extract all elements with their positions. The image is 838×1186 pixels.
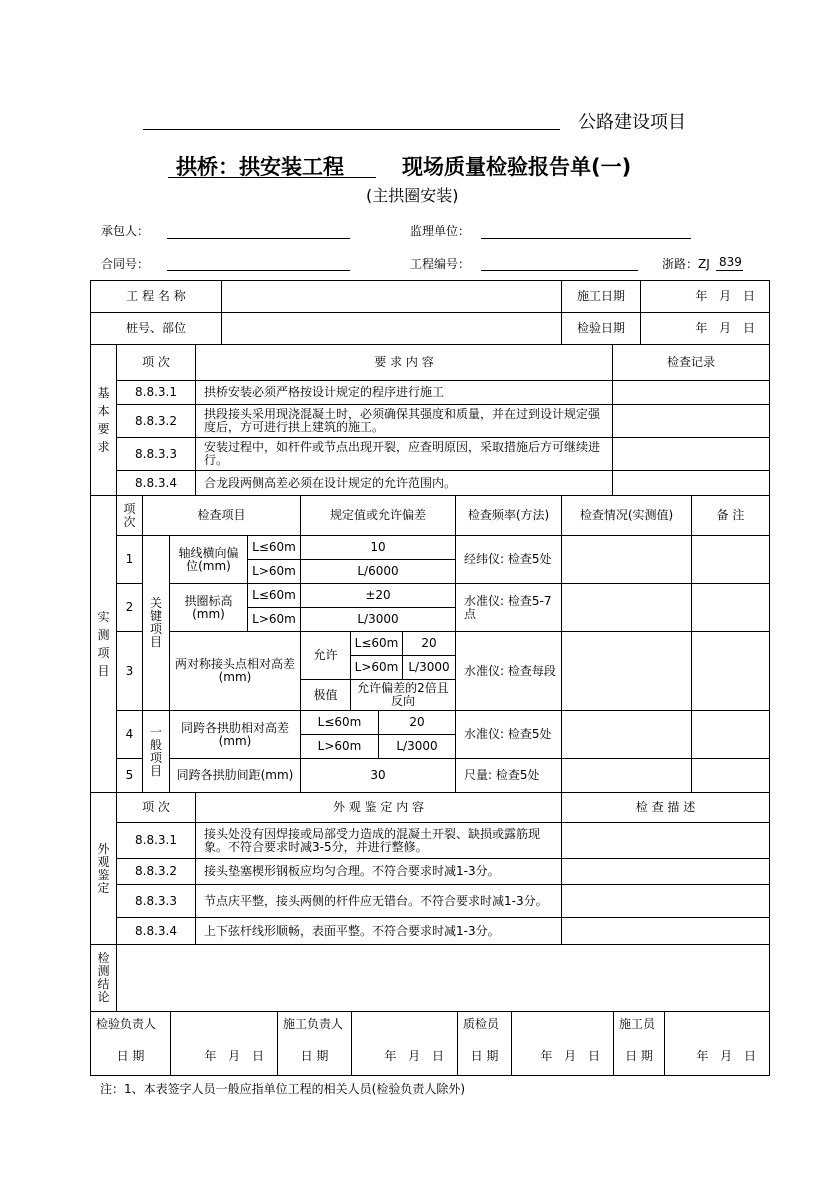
row-item-text: 同跨各拱肋相对高差(mm) — [180, 720, 289, 748]
basic-item-record[interactable] — [612, 380, 770, 405]
inspector-date-label-text: 日 期 — [116, 1049, 145, 1063]
row-item — [169, 758, 301, 793]
supervisor-field[interactable] — [481, 238, 691, 239]
construct-date-label-text: 施工日期 — [576, 289, 625, 303]
basic-item-text — [195, 437, 613, 471]
basic-item-no-text: 8.8.3.2 — [135, 413, 177, 428]
basic-item-record[interactable] — [612, 470, 770, 496]
basic-item-no — [116, 437, 196, 471]
basic-header-content — [195, 344, 613, 381]
spec-cond — [247, 583, 301, 608]
basic-header-no-text: 项 次 — [142, 355, 170, 369]
appearance-header-description — [561, 792, 770, 823]
spec-value-text: 10 — [370, 540, 386, 554]
row-no-text: 5 — [125, 768, 134, 782]
spec-value-text: L/3000 — [357, 612, 399, 626]
quality-inspector-date-field-text: 年 月 日 — [540, 1049, 600, 1063]
basic-item-no-text: 8.8.3.3 — [135, 446, 177, 461]
row-item-text: 同跨各拱肋间距(mm) — [176, 768, 294, 782]
row-no — [116, 758, 143, 793]
result-field[interactable] — [561, 710, 692, 759]
appearance-item-text — [195, 884, 562, 918]
appearance-item-no — [116, 917, 196, 945]
appearance-item-text-text: 节点庆平整，接头两侧的杆件应无错台。不符合要求时减1-3分。 — [204, 893, 548, 908]
project-name-label — [90, 280, 222, 313]
appearance-item-no — [116, 884, 196, 918]
worker-date-field-text: 年 月 日 — [696, 1049, 756, 1063]
spec-cond — [350, 631, 403, 656]
basic-header-no — [116, 344, 196, 381]
quality-inspector-date-field[interactable] — [511, 1044, 614, 1069]
title-underline — [168, 177, 376, 178]
measured-header-no — [116, 495, 143, 536]
result-field[interactable] — [561, 535, 692, 584]
basic-item-no-text: 8.8.3.1 — [135, 385, 177, 399]
row-frequency-text: 经纬仪: 检查5处 — [464, 552, 552, 566]
appearance-item-text-text: 接头垫塞楔形钢板应均匀合理。不符合要求时减1-3分。 — [204, 864, 500, 878]
appearance-header-no — [116, 792, 196, 823]
row-no — [116, 535, 143, 584]
appearance-item-text — [195, 822, 562, 859]
conclusion-label-text: 检测结论 — [97, 951, 110, 1004]
row-item-text: 两对称接头点相对高差(mm) — [174, 657, 295, 684]
row-item-text: 轴线横向偏位(mm) — [178, 545, 239, 573]
pile-field[interactable] — [221, 312, 562, 345]
measured-header-frequency — [455, 495, 562, 536]
row-no-text: 4 — [125, 727, 134, 741]
row-frequency — [455, 710, 562, 759]
appearance-item-no-text: 8.8.3.3 — [135, 893, 177, 908]
spec-value-text: 20 — [421, 636, 437, 650]
row-frequency-text: 尺量: 检查5处 — [464, 768, 540, 782]
basic-item-text-text: 拱桥安装必须严格按设计规定的程序进行施工 — [204, 385, 445, 399]
construct-date-field-text: 年 月 日 — [695, 289, 755, 303]
construction-lead-date-field-text: 年 月 日 — [384, 1049, 444, 1063]
remark-field[interactable] — [691, 758, 770, 793]
basic-header-record — [612, 344, 770, 381]
construction-lead-label-text: 施工负责人 — [283, 1017, 344, 1031]
row-frequency-text: 水准仪: 检查5处 — [464, 727, 552, 741]
row-frequency — [455, 631, 562, 711]
appearance-item-description[interactable] — [561, 917, 770, 945]
general-category-label — [142, 710, 170, 793]
appearance-item-no — [116, 858, 196, 885]
inspector-date-field-text: 年 月 日 — [204, 1049, 264, 1063]
spec-value — [378, 710, 456, 735]
subtitle: (主拱圈安装) — [366, 186, 459, 205]
pile-label — [90, 312, 222, 345]
worker-date-field[interactable] — [664, 1044, 770, 1069]
spec-cond — [247, 607, 301, 632]
supervisor-label: 监理单位： — [410, 224, 471, 238]
inspect-date-label-text: 检验日期 — [576, 321, 625, 335]
basic-item-text — [195, 404, 613, 438]
remark-field[interactable] — [691, 710, 770, 759]
appearance-section-label-text: 外观鉴定 — [97, 841, 110, 895]
project-name-field[interactable] — [221, 280, 562, 313]
basic-item-record[interactable] — [612, 437, 770, 471]
basic-item-no — [116, 380, 196, 405]
row-no — [116, 710, 143, 759]
spec-value-text: ±20 — [365, 588, 391, 602]
inspector-label — [90, 1013, 211, 1036]
appearance-header-content-text: 外 观 鉴 定 内 容 — [332, 800, 425, 814]
spec-value — [300, 758, 456, 793]
spec-value — [300, 583, 456, 608]
construction-lead-date-field[interactable] — [351, 1044, 458, 1069]
limit-value — [350, 679, 456, 711]
project-no-field[interactable] — [481, 270, 638, 271]
conclusion-field[interactable] — [116, 944, 770, 1012]
construction-lead-label — [277, 1013, 392, 1036]
inspector-date-label — [90, 1044, 171, 1069]
basic-item-text-text: 合龙段两侧高差必须在设计规定的允许范围内。 — [204, 475, 457, 490]
row-frequency — [455, 583, 562, 632]
spec-cond-text: L>60m — [317, 739, 362, 753]
spec-cond-text: L>60m — [252, 612, 296, 626]
row-frequency — [455, 758, 562, 793]
spec-cond — [300, 710, 379, 735]
limit-value-text: 允许偏差的2倍且反向 — [357, 681, 449, 708]
basic-item-text — [195, 470, 613, 496]
measured-header-no-text: 项次 — [123, 501, 136, 529]
measured-header-item-text: 检查项目 — [197, 508, 246, 522]
spec-cond-text: L>60m — [354, 660, 399, 674]
spec-value — [378, 734, 456, 759]
basic-item-text-text: 拱段接头采用现浇混凝土时，必须确保其强度和质量，并在过到设计规定强度后，方可进行拱上建筑的施工。 — [204, 407, 601, 434]
spec-value — [402, 631, 456, 656]
general-category-label-text: 一般项目 — [149, 724, 162, 778]
project-no-label: 工程编号： — [410, 257, 471, 271]
code-value: 839 — [719, 255, 742, 269]
contract-label: 合同号： — [101, 257, 150, 271]
worker-date-label-text: 日 期 — [625, 1049, 653, 1063]
appearance-item-text — [195, 858, 562, 885]
title-main: 拱桥：拱安装工程 — [176, 155, 344, 179]
spec-cond — [350, 655, 403, 680]
result-field[interactable] — [561, 758, 692, 793]
basic-item-no — [116, 404, 196, 438]
conclusion-label — [90, 944, 117, 1012]
worker-date-label — [613, 1044, 665, 1069]
quality-inspector-label — [457, 1013, 552, 1036]
spec-value-text: L/6000 — [357, 564, 399, 578]
pile-label-text: 桩号、部位 — [125, 321, 186, 335]
row-no-text: 3 — [125, 663, 134, 678]
appearance-item-no-text: 8.8.3.2 — [135, 864, 177, 878]
appearance-item-text-text: 上下弦杆线形顺畅，表面平整。不符合要求时减1-3分。 — [204, 923, 500, 938]
row-no — [116, 583, 143, 632]
contractor-label: 承包人： — [101, 224, 150, 238]
limit-label-text: 极值 — [313, 687, 338, 702]
measured-header-result — [561, 495, 692, 536]
inspector-label-text: 检验负责人 — [96, 1017, 157, 1031]
basic-item-text — [195, 380, 613, 405]
worker-label — [613, 1013, 705, 1036]
row-item-text: 拱圈标高(mm) — [184, 593, 233, 621]
title-rest: 现场质量检验报告单(一) — [402, 155, 632, 179]
result-field[interactable] — [561, 583, 692, 632]
project-name-line[interactable] — [143, 129, 560, 130]
row-item — [169, 710, 301, 759]
appearance-header-content — [195, 792, 562, 823]
inspect-date-field-text: 年 月 日 — [695, 321, 755, 335]
appearance-item-text-text: 接头处没有因焊接或局部受力造成的混凝土开裂、缺损或露筋现象。不符合要求时减3-5分，并进行整修。 — [204, 826, 541, 854]
row-frequency-text: 水准仪: 检查5-7点 — [464, 593, 552, 621]
spec-value-text: 30 — [370, 768, 386, 782]
basic-header-record-text: 检查记录 — [666, 355, 715, 369]
construct-date-label — [561, 280, 641, 313]
remark-field[interactable] — [691, 535, 770, 584]
basic-item-no — [116, 470, 196, 496]
worker-label-text: 施工员 — [619, 1017, 656, 1031]
allow-label-text: 允许 — [313, 648, 338, 662]
appearance-item-description[interactable] — [561, 822, 770, 859]
measured-section-label — [90, 495, 117, 793]
footnote: 注：1、本表签字人员一般应指单位工程的相关人员(检验负责人除外) — [100, 1082, 466, 1096]
result-field[interactable] — [561, 631, 692, 711]
appearance-header-no-text: 项 次 — [142, 800, 170, 814]
measured-header-tolerance — [300, 495, 456, 536]
basic-item-no-text: 8.8.3.4 — [135, 475, 177, 490]
appearance-header-description-text: 检 查 描 述 — [635, 800, 696, 814]
measured-header-remark — [691, 495, 770, 536]
appearance-item-description[interactable] — [561, 858, 770, 885]
measured-section-label-text: 实测项目 — [97, 610, 110, 678]
quality-inspector-label-text: 质检员 — [463, 1017, 500, 1031]
spec-cond — [247, 535, 301, 560]
row-frequency-text: 水准仪: 检查每段 — [464, 663, 556, 678]
construction-lead-date-label-text: 日 期 — [300, 1049, 329, 1063]
row-item — [169, 631, 301, 711]
spec-cond — [247, 559, 301, 584]
basic-section-label-text: 基本要求 — [97, 386, 110, 454]
spec-value — [300, 559, 456, 584]
spec-cond-text: L>60m — [252, 564, 296, 578]
basic-item-record[interactable] — [612, 404, 770, 438]
row-no — [116, 631, 143, 711]
limit-label — [300, 679, 351, 711]
inspector-date-field[interactable] — [170, 1044, 278, 1069]
appearance-item-text — [195, 917, 562, 945]
code-underline — [716, 270, 743, 271]
inspect-date-field[interactable] — [640, 312, 770, 345]
row-item — [169, 535, 248, 584]
spec-cond-text: L≤60m — [252, 540, 296, 554]
appearance-item-description[interactable] — [561, 884, 770, 918]
row-frequency — [455, 535, 562, 584]
spec-cond — [300, 734, 379, 759]
construct-date-field[interactable] — [640, 280, 770, 313]
appearance-item-no-text: 8.8.3.1 — [135, 833, 177, 847]
contract-field[interactable] — [167, 270, 350, 271]
spec-value-text: L/3000 — [396, 739, 438, 753]
basic-item-text-text: 安装过程中，如杆件或节点出现开裂，应查明原因，采取措施后方可继续进行。 — [204, 440, 601, 467]
spec-value — [402, 655, 456, 680]
spec-value-text: 20 — [409, 715, 425, 729]
appearance-item-no — [116, 822, 196, 859]
key-category-label — [142, 535, 170, 711]
basic-header-content-text: 要 求 内 容 — [374, 355, 434, 369]
contractor-field[interactable] — [167, 238, 350, 239]
measured-header-frequency-text: 检查频率(方法) — [467, 508, 550, 522]
basic-section-label — [90, 344, 117, 496]
spec-cond-text: L≤60m — [354, 636, 399, 650]
appearance-section-label — [90, 792, 117, 945]
project-name-label-text: 工 程 名 称 — [126, 289, 186, 303]
code-label: 浙路：ZJ — [662, 257, 710, 271]
measured-header-tolerance-text: 规定值或允许偏差 — [329, 508, 426, 522]
measured-header-remark-text: 备 注 — [716, 508, 745, 522]
spec-cond-text: L≤60m — [252, 588, 296, 602]
remark-field[interactable] — [691, 631, 770, 711]
remark-field[interactable] — [691, 583, 770, 632]
row-no-text: 1 — [125, 552, 134, 566]
spec-value — [300, 607, 456, 632]
project-label: 公路建设项目 — [578, 112, 686, 133]
allow-label — [300, 631, 351, 680]
construction-lead-date-label — [277, 1044, 352, 1069]
spec-value — [300, 535, 456, 560]
measured-header-item — [142, 495, 301, 536]
measured-header-result-text: 检查情况(实测值) — [579, 508, 674, 522]
quality-inspector-date-label-text: 日 期 — [470, 1049, 499, 1063]
row-no-text: 2 — [125, 600, 134, 614]
key-category-label-text: 关键项目 — [149, 596, 162, 649]
inspect-date-label — [561, 312, 641, 345]
row-item — [169, 583, 248, 632]
quality-inspector-date-label — [457, 1044, 512, 1069]
spec-cond-text: L≤60m — [317, 715, 362, 729]
appearance-item-no-text: 8.8.3.4 — [135, 923, 177, 938]
spec-value-text: L/3000 — [408, 660, 450, 674]
